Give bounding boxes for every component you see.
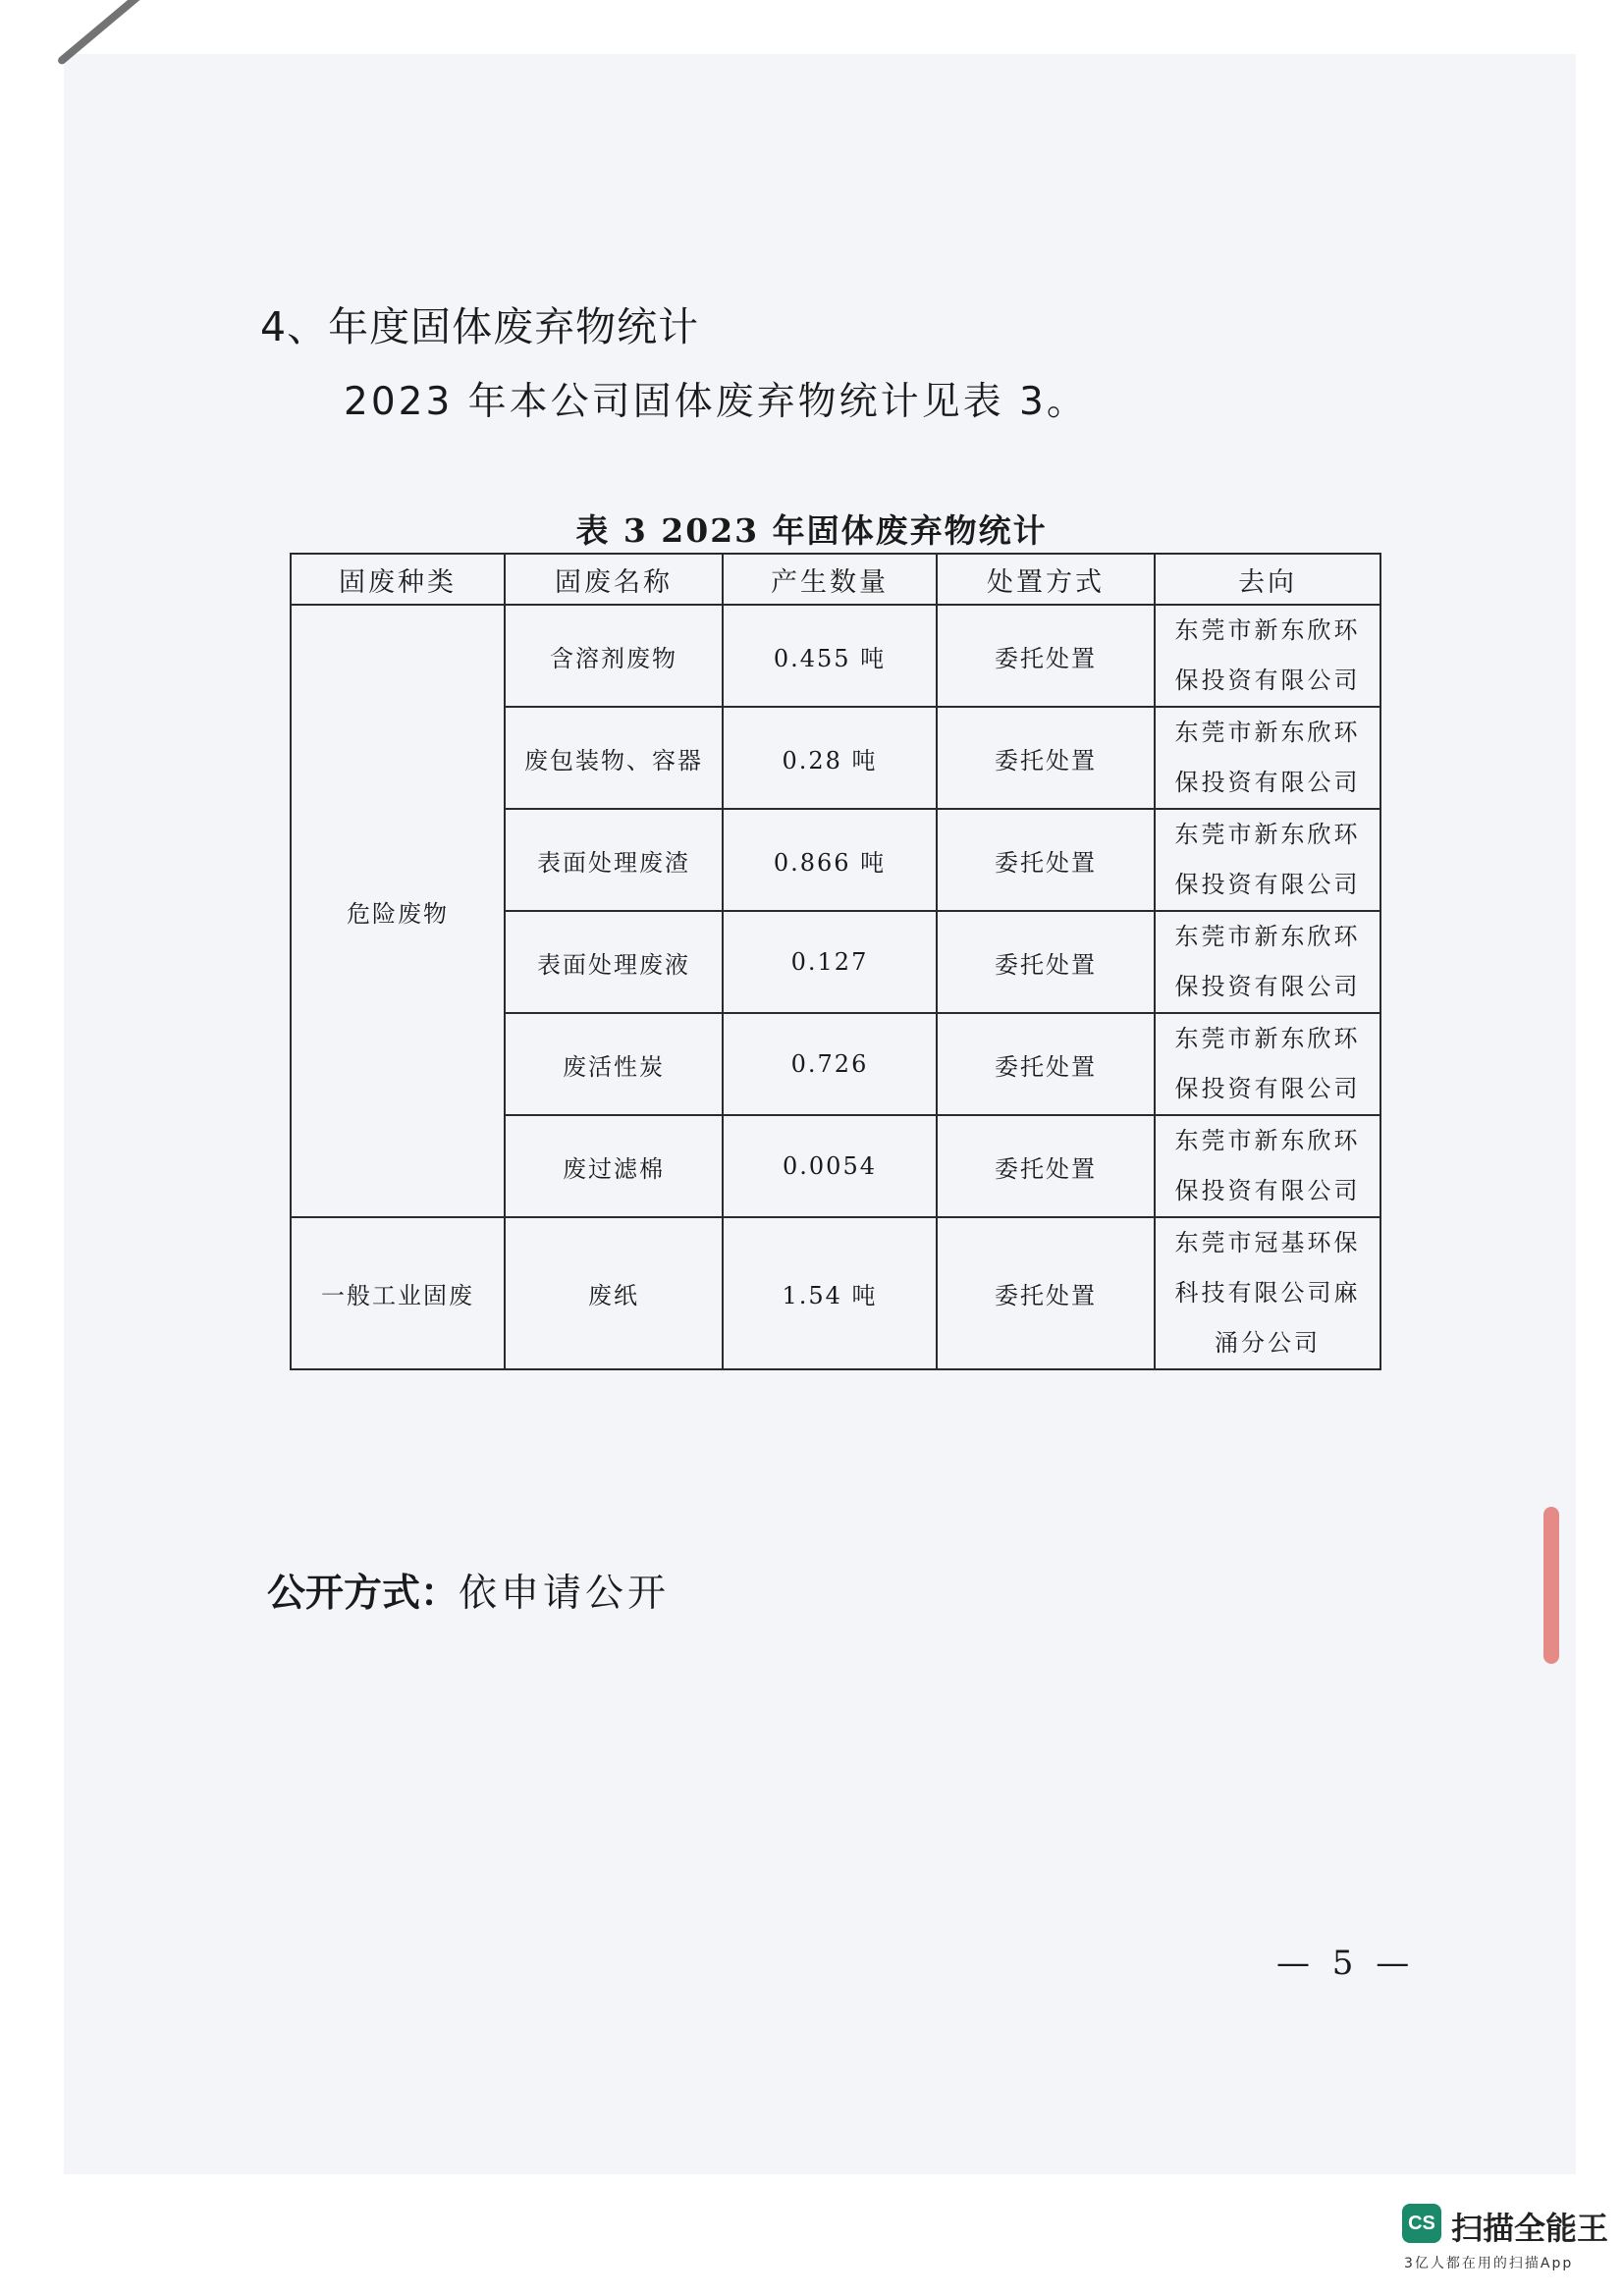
header-destination: 去向 bbox=[1155, 554, 1380, 605]
destination-line: 东莞市新东欣环 bbox=[1174, 923, 1361, 950]
waste-quantity: 0.0054 bbox=[723, 1115, 937, 1217]
category-hazardous: 危险废物 bbox=[291, 605, 505, 1217]
destination bbox=[1155, 1217, 1380, 1369]
waste-quantity: 0.866 吨 bbox=[723, 809, 937, 911]
destination-line: 东莞市新东欣环 bbox=[1174, 1127, 1361, 1154]
waste-name: 废过滤棉 bbox=[505, 1115, 723, 1217]
waste-name: 表面处理废渣 bbox=[505, 809, 723, 911]
waste-quantity: 0.28 吨 bbox=[723, 707, 937, 809]
header-name: 固废名称 bbox=[505, 554, 723, 605]
destination-line: 保投资有限公司 bbox=[1174, 667, 1361, 694]
destination-line: 保投资有限公司 bbox=[1174, 1177, 1361, 1204]
header-category: 固废种类 bbox=[291, 554, 505, 605]
red-seal-edge bbox=[1543, 1507, 1559, 1664]
page-number: — 5 — bbox=[1276, 1944, 1416, 1983]
destination bbox=[1155, 605, 1380, 707]
disclosure-value: 依申请公开 bbox=[459, 1572, 671, 1616]
destination-line: 东莞市新东欣环 bbox=[1174, 821, 1361, 848]
destination-line: 保投资有限公司 bbox=[1174, 871, 1361, 898]
destination bbox=[1155, 809, 1380, 911]
table-row bbox=[291, 605, 1380, 707]
waste-quantity: 0.455 吨 bbox=[723, 605, 937, 707]
destination bbox=[1155, 1013, 1380, 1115]
disposal-method: 委托处置 bbox=[937, 1217, 1155, 1369]
camscanner-logo-icon: CS bbox=[1402, 2204, 1441, 2243]
destination-line: 保投资有限公司 bbox=[1174, 973, 1361, 1000]
destination-line: 东莞市新东欣环 bbox=[1174, 719, 1361, 746]
table-caption: 表 3 2023 年固体废弃物统计 bbox=[575, 511, 1048, 550]
destination-line: 东莞市新东欣环 bbox=[1174, 616, 1361, 644]
destination bbox=[1155, 1115, 1380, 1217]
header-quantity: 产生数量 bbox=[723, 554, 937, 605]
scanner-tagline: 3亿人都在用的扫描App bbox=[1404, 2256, 1574, 2271]
table-row bbox=[291, 1217, 1380, 1369]
destination-line: 东莞市冠基环保 bbox=[1174, 1229, 1361, 1256]
destination-line: 保投资有限公司 bbox=[1174, 1075, 1361, 1102]
category-general: 一般工业固废 bbox=[291, 1217, 505, 1369]
destination bbox=[1155, 707, 1380, 809]
destination-line: 涌分公司 bbox=[1215, 1329, 1321, 1357]
table-header-row bbox=[291, 554, 1380, 605]
solid-waste-table bbox=[290, 553, 1381, 1370]
disposal-method: 委托处置 bbox=[937, 605, 1155, 707]
header-method: 处置方式 bbox=[937, 554, 1155, 605]
destination-line: 科技有限公司麻 bbox=[1174, 1279, 1361, 1307]
waste-name: 废纸 bbox=[505, 1217, 723, 1369]
intro-paragraph: 2023 年本公司固体废弃物统计见表 3。 bbox=[344, 380, 1088, 424]
waste-name: 含溶剂废物 bbox=[505, 605, 723, 707]
waste-quantity: 0.127 bbox=[723, 911, 937, 1013]
section-heading: 4、年度固体废弃物统计 bbox=[260, 303, 700, 350]
disposal-method: 委托处置 bbox=[937, 707, 1155, 809]
waste-name: 废包装物、容器 bbox=[505, 707, 723, 809]
disposal-method: 委托处置 bbox=[937, 911, 1155, 1013]
destination-line: 保投资有限公司 bbox=[1174, 769, 1361, 796]
waste-quantity: 0.726 bbox=[723, 1013, 937, 1115]
waste-name: 表面处理废液 bbox=[505, 911, 723, 1013]
waste-name: 废活性炭 bbox=[505, 1013, 723, 1115]
disposal-method: 委托处置 bbox=[937, 1013, 1155, 1115]
scanner-app-name: 扫描全能王 bbox=[1451, 2210, 1609, 2247]
destination bbox=[1155, 911, 1380, 1013]
disclosure-line bbox=[267, 1563, 670, 1618]
disclosure-label: 公开方式： bbox=[267, 1572, 460, 1616]
disposal-method: 委托处置 bbox=[937, 809, 1155, 911]
waste-quantity: 1.54 吨 bbox=[723, 1217, 937, 1369]
destination-line: 东莞市新东欣环 bbox=[1174, 1025, 1361, 1052]
disposal-method: 委托处置 bbox=[937, 1115, 1155, 1217]
